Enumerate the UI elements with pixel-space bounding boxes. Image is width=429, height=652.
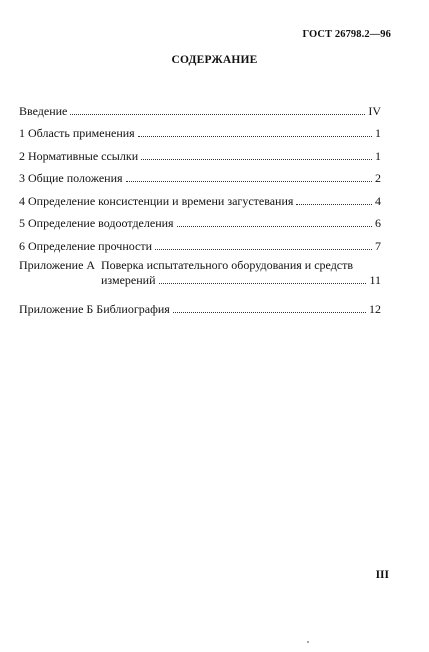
toc-entry-water-separation[interactable] xyxy=(19,208,381,231)
toc-entry-label: 4 Определение консистенции и времени загустевания xyxy=(19,193,294,208)
toc-entry-label: 3 Общие положения xyxy=(19,171,123,185)
toc-entry-label: 2 Нормативные ссылки xyxy=(19,148,139,163)
toc-entry-general-provisions[interactable] xyxy=(19,163,381,186)
appendix-a-title-continuation: измерений xyxy=(101,272,156,287)
toc-entry-label: Приложение Б Библиография xyxy=(19,302,170,316)
toc-entry-appendix-b[interactable] xyxy=(19,294,381,317)
toc-entry-label: Введение xyxy=(19,103,68,118)
toc-leader-dots xyxy=(138,136,372,137)
toc-entry-label: 5 Определение водоотделения xyxy=(19,216,174,230)
toc-entry-page: 6 xyxy=(375,216,381,230)
toc-leader-dots xyxy=(177,226,372,227)
toc-entry-introduction[interactable] xyxy=(19,95,381,118)
appendix-a-line2 xyxy=(101,273,381,287)
toc-title: СОДЕРЖАНИЕ xyxy=(171,54,258,66)
toc-leader-dots xyxy=(126,181,372,182)
toc-entry-page: IV xyxy=(368,103,381,118)
toc-entry-page: 1 xyxy=(375,148,381,163)
scan-speck xyxy=(307,641,309,643)
toc-leader-dots xyxy=(155,249,372,250)
toc-entry-scope[interactable] xyxy=(19,118,381,141)
toc-leader-dots xyxy=(70,114,365,115)
toc-entry-page: 1 xyxy=(375,126,381,140)
appendix-a-title: Поверка испытательного оборудования и средств xyxy=(101,257,354,272)
toc-leader-dots xyxy=(159,283,367,284)
document-code: ГОСТ 26798.2—96 xyxy=(302,29,391,40)
toc-entry-page: 11 xyxy=(369,272,381,287)
toc-entry-normative-references[interactable] xyxy=(19,140,381,163)
toc-entry-label: 6 Определение прочности xyxy=(19,238,153,253)
toc-entry-page: 4 xyxy=(375,193,381,208)
toc-entry-consistency[interactable] xyxy=(19,185,381,208)
page-number: III xyxy=(375,569,389,581)
toc-leader-dots xyxy=(296,204,372,205)
appendix-a-prefix: Приложение А xyxy=(19,257,96,272)
toc-entry-page: 2 xyxy=(375,171,381,185)
appendix-a-line1 xyxy=(19,258,381,272)
toc-entry-strength[interactable] xyxy=(19,230,381,253)
toc-entry-appendix-a[interactable] xyxy=(19,253,381,294)
toc-leader-dots xyxy=(173,312,366,313)
toc-entry-page: 12 xyxy=(369,302,381,316)
toc-entry-label: 1 Область применения xyxy=(19,126,135,140)
toc-leader-dots xyxy=(141,159,372,160)
toc-entry-page: 7 xyxy=(375,238,381,253)
table-of-contents xyxy=(19,95,381,316)
